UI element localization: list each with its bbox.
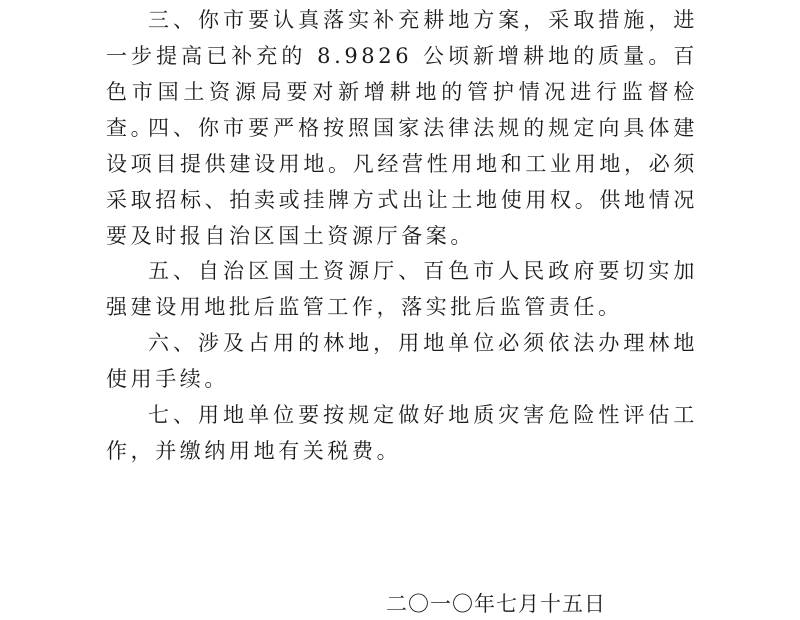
paragraph-7: 七、用地单位要按规定做好地质灾害危险性评估工作，并缴纳用地有关税费。: [106, 403, 698, 463]
paragraph-4: 四、你市要严格按照国家法律法规的规定向具体建设项目提供建设用地。凡经营性用地和工业用地，必须采取招标、拍卖或挂牌方式出让土地使用权。供地情况要及时报自治区国土资源厅备案。: [106, 116, 698, 248]
paragraph-5: 五、自治区国土资源厅、百色市人民政府要切实加强建设用地批后监管工作，落实批后监管责任。: [106, 259, 698, 319]
paragraph-6: 六、涉及占用的林地，用地单位必须依法办理林地使用手续。: [106, 331, 698, 391]
document-date: 二〇一〇年七月十五日: [386, 592, 606, 616]
paragraph-3: 三、你市要认真落实补充耕地方案，采取措施，进一步提高已补充的 8.9826 公顷新增耕地的质量。百色市国土资源局要对新增耕地的管护情况进行监督检查。: [106, 8, 698, 140]
